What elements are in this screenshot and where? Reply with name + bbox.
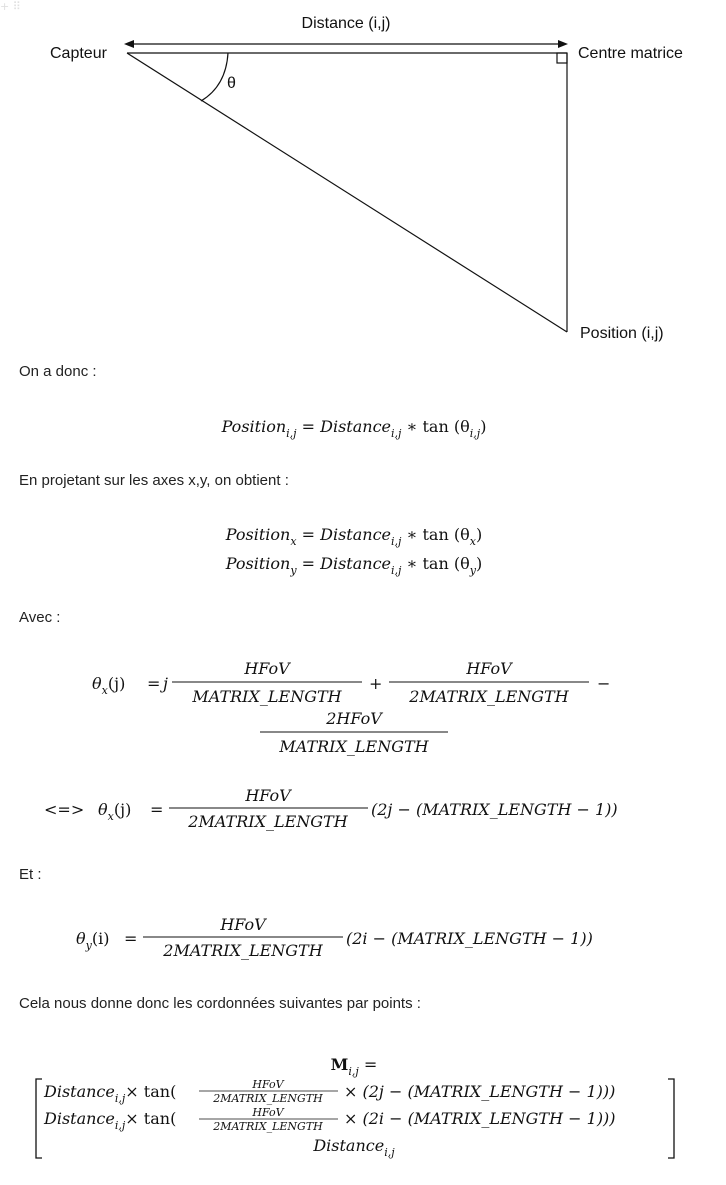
equation-matrix xyxy=(0,1048,726,1168)
matrix-center-label: Centre matrice xyxy=(578,45,683,62)
eq1-rhs-var: Distance xyxy=(320,417,391,436)
eq2-line2-rhs-sub: i,j xyxy=(391,564,402,577)
eq2-line2-rhs: Distance xyxy=(320,554,392,573)
eq4-rhs: (2j − (MATRIX_LENGTH − 1)) xyxy=(371,800,618,819)
matrix-left-bracket xyxy=(36,1079,42,1158)
paragraph-projection: En projetant sur les axes x,y, on obtient : xyxy=(19,472,289,489)
eq6-row1-dist-sub: i,j xyxy=(114,1092,126,1105)
eq1-tan: tan xyxy=(422,417,449,436)
eq4-frac-num: HFoV xyxy=(245,786,291,805)
svg-text:Positiony = Distancei,j ∗ tan: Position$_y$ = Distance$_{i,j}$ ∗ $\tan (\theta_y)$ xyxy=(225,554,483,577)
eq2-line2-lhs: Position xyxy=(225,554,291,573)
eq6-row1-rest: × (2j − (MATRIX_LENGTH − 1))) xyxy=(344,1082,616,1101)
eq5-frac-den: 2MATRIX_LENGTH xyxy=(163,941,323,960)
eq2-line2-theta-sub: y xyxy=(469,564,476,577)
eq2-line1-sub: x xyxy=(290,535,297,548)
eq2-line1-rhs-sub: i,j xyxy=(391,535,402,548)
eq3-j: j xyxy=(163,674,168,693)
svg-text:Positioni,j = Distancei,j ∗ ta: Position$_{i,j}$ = Distance$_{i,j}$ ∗ $\tan (\theta_{i,j})$ xyxy=(221,417,487,440)
eq3-arg: (j) xyxy=(107,674,126,693)
sensor-label: Capteur xyxy=(50,45,107,62)
eq2-line1-theta-sub: x xyxy=(469,535,476,548)
eq2-line2-sub: y xyxy=(290,564,297,577)
eq3-frac1-den: MATRIX_LENGTH xyxy=(192,687,342,706)
eq1-theta-sub: i,j xyxy=(469,427,481,440)
eq3-frac2-num: HFoV xyxy=(466,659,512,678)
equation-position xyxy=(0,410,726,446)
drag-handle-icon[interactable]: + ⠿ xyxy=(0,0,21,13)
eq6-row1-tan: × tan( xyxy=(125,1082,177,1101)
paragraph-on-a-donc: On a donc : xyxy=(19,363,97,380)
svg-text:=: = xyxy=(147,674,161,693)
eq6-row2-frac-num: HFoV xyxy=(252,1106,284,1119)
paragraph-coordinates: Cela nous donne donc les cordonnées suivantes par points : xyxy=(19,995,421,1012)
eq6-row3-dist: Distance xyxy=(313,1136,385,1155)
eq6-row2-dist: Distance xyxy=(44,1109,115,1128)
eq1-lhs-sub: i,j xyxy=(286,427,297,440)
eq3-frac1-num: HFoV xyxy=(244,659,290,678)
svg-text:Distancei,j× tan( xyxy=(43,1109,176,1132)
eq2-line1-rhs: Distance xyxy=(320,525,392,544)
eq6-row2-frac-den: 2MATRIX_LENGTH xyxy=(213,1120,323,1133)
eq6-row2-tan: × tan( xyxy=(125,1109,177,1128)
eq2-line1-tan: tan xyxy=(422,525,449,544)
distance-label: Distance (i,j) xyxy=(301,15,391,32)
eq6-row3-dist-sub: i,j xyxy=(384,1146,395,1159)
position-label: Position (i,j) xyxy=(580,325,664,342)
triangle-hypotenuse xyxy=(127,53,567,332)
eq6-lhs-sub: i,j xyxy=(348,1065,359,1078)
eq4-frac-den: 2MATRIX_LENGTH xyxy=(188,812,348,831)
eq6-row1-frac-den: 2MATRIX_LENGTH xyxy=(213,1092,323,1105)
eq2-line1-lhs: Position xyxy=(225,525,291,544)
svg-text:=: = xyxy=(150,800,164,819)
eq1-rhs-sub: i,j xyxy=(391,427,402,440)
eq5-frac-num: HFoV xyxy=(220,915,266,934)
equation-theta-y xyxy=(0,909,726,967)
eq4-equivalence: <=> xyxy=(44,800,85,819)
eq3-frac3-num: 2HFoV xyxy=(326,709,382,728)
paragraph-avec: Avec : xyxy=(19,609,61,626)
matrix-right-bracket xyxy=(668,1079,674,1158)
arrow-head-right-icon xyxy=(558,40,568,48)
eq1-star: ∗ xyxy=(406,417,418,436)
eq6-row2-dist-sub: i,j xyxy=(114,1119,126,1132)
eq3-minus: − xyxy=(597,674,611,693)
eq5-theta-sub: y xyxy=(85,939,92,952)
right-angle-marker xyxy=(557,53,567,63)
eq5-rhs: (2i − (MATRIX_LENGTH − 1)) xyxy=(346,929,593,948)
equation-theta-x-simplified xyxy=(0,780,726,838)
eq6-row2-rest: × (2i − (MATRIX_LENGTH − 1))) xyxy=(344,1109,616,1128)
angle-label: θ xyxy=(227,75,236,92)
svg-text:=: = xyxy=(124,929,138,948)
eq6-row1-frac-num: HFoV xyxy=(252,1078,284,1091)
svg-text:Positionx = Distancei,j ∗ tan: Position$_x$ = Distance$_{i,j}$ ∗ $\tan (\theta_x)$ xyxy=(225,525,483,548)
eq6-row1-dist: Distance xyxy=(44,1082,115,1101)
svg-text:θy(i): $\theta_y(i)$ xyxy=(76,929,110,952)
angle-arc xyxy=(201,53,228,101)
eq1-lhs: Position xyxy=(221,417,287,436)
arrow-head-left-icon xyxy=(124,40,134,48)
equation-projection xyxy=(0,518,726,582)
paragraph-et: Et : xyxy=(19,866,42,883)
eq3-frac3-den: MATRIX_LENGTH xyxy=(279,737,429,756)
eq6-lhs: M xyxy=(330,1055,349,1074)
eq3-theta-sub: x xyxy=(101,684,108,697)
svg-text:θx(j): $\theta_x(j)$ xyxy=(98,800,132,823)
svg-text:Distancei,j× tan( xyxy=(43,1082,176,1105)
eq5-arg: (i) xyxy=(91,929,110,948)
svg-text:θx(j): $\theta_x(j)$ xyxy=(92,674,126,697)
eq3-frac2-den: 2MATRIX_LENGTH xyxy=(409,687,569,706)
svg-text:Mi,j =: $M_{i,j}$ = xyxy=(330,1055,378,1078)
eq4-arg: (j) xyxy=(113,800,132,819)
eq3-plus: + xyxy=(369,674,383,693)
triangle-diagram xyxy=(0,0,726,350)
equation-theta-x-expanded xyxy=(0,652,726,762)
eq2-line2-tan: tan xyxy=(422,554,449,573)
eq4-theta-sub: x xyxy=(107,810,114,823)
svg-text:Distancei,j xyxy=(312,1136,395,1159)
